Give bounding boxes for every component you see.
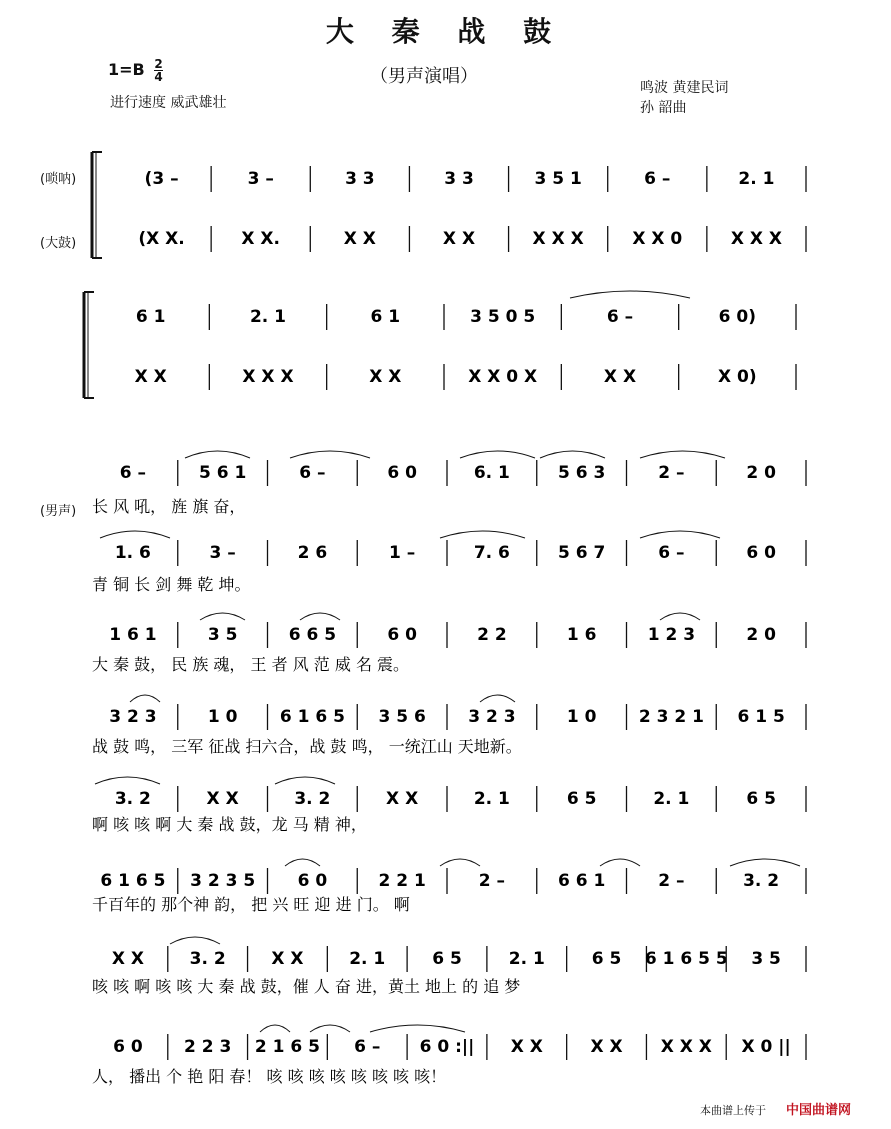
slur xyxy=(95,777,160,784)
vocal-measure: 3 2 3 5 xyxy=(190,871,256,891)
suona-measure: 6 1 xyxy=(370,307,401,327)
time-bottom: 4 xyxy=(154,70,163,84)
vocal-measure: 2 2 1 xyxy=(378,871,426,891)
lyric-line: 青 铜 长 剑 舞 乾 坤。 xyxy=(92,575,251,594)
vocal-measure: 6 – xyxy=(658,543,685,563)
vocal-measure: 1 0 xyxy=(566,707,597,727)
vocal-measure: 3 5 xyxy=(751,949,781,969)
vocal-measure: 6 – xyxy=(299,463,326,483)
song-title: 大 秦 战 鼓 xyxy=(325,15,566,48)
vocal-measure: 6 1 6 5 5 xyxy=(644,949,728,969)
vocal-measure: 2. 1 xyxy=(473,789,510,809)
lyric-line: 长 风 吼， 旌 旗 奋， xyxy=(92,497,246,516)
vocal-measure: 6 6 1 xyxy=(557,871,606,891)
lyric-line: 战 鼓 鸣， 三军 征战 扫六合，战 鼓 鸣， 一统江山 天地新。 xyxy=(92,737,522,756)
vocal-measure: 3. 2 xyxy=(114,789,151,809)
key-label: 1=B xyxy=(108,60,145,79)
slur xyxy=(460,451,535,458)
suona-measure: 6 – xyxy=(644,169,671,189)
vocal-measure: 2. 1 xyxy=(349,949,386,969)
slur xyxy=(285,859,320,866)
vocal-measure: 6 1 5 xyxy=(737,707,785,727)
vocal-measure: 6 1 6 5 xyxy=(100,871,166,891)
slur xyxy=(440,531,525,538)
slur xyxy=(370,1025,465,1032)
vocal-measure: 6 0 xyxy=(297,871,328,891)
vocal-measure: 5 6 7 xyxy=(557,543,606,563)
vocal-measure: X X xyxy=(510,1037,543,1057)
vocal-measure: 2 0 xyxy=(746,625,776,645)
vocal-measure: 1 2 3 xyxy=(647,625,696,645)
tie xyxy=(570,291,690,298)
slur xyxy=(440,859,480,866)
vocal-measure: 6. 1 xyxy=(473,463,510,483)
vocal-measure: 2 – xyxy=(478,871,505,891)
vocal-measure: 2 2 xyxy=(477,625,507,645)
vocal-measure: 3 2 3 xyxy=(468,707,516,727)
drum-measure: X X X xyxy=(730,229,783,249)
slur xyxy=(640,531,720,538)
composer: 孙 韶曲 xyxy=(640,100,687,116)
upload-note: 本曲谱上传于 xyxy=(700,1104,766,1117)
drum-label: (大鼓) xyxy=(40,236,77,251)
suona-measure: 6 – xyxy=(606,307,634,327)
slur xyxy=(170,937,220,944)
lyric-line: 咳 咳 啊 咳 咳 大 秦 战 鼓，催 人 奋 进，黄土 地上 的 追 梦 xyxy=(92,977,521,996)
suona-measure: 3 5 0 5 xyxy=(470,307,536,327)
vocal-measure: 3 2 3 xyxy=(109,707,157,727)
vocal-measure: 6 1 6 5 xyxy=(279,707,345,727)
vocal-measure: X X xyxy=(206,789,239,809)
vocal-measure: 6 5 xyxy=(432,949,462,969)
drum-measure: X X xyxy=(442,229,476,249)
vocal-measure: 2. 1 xyxy=(508,949,545,969)
slur xyxy=(130,695,160,702)
slur xyxy=(730,859,800,866)
vocal-measure: 6 0 xyxy=(387,463,417,483)
drum-measure: X X X xyxy=(242,367,294,387)
slur xyxy=(540,451,605,458)
slur xyxy=(640,451,725,458)
vocal-measure: 1 – xyxy=(389,543,416,563)
suona-measure: (3 – xyxy=(144,169,179,189)
suona-measure: 3 3 xyxy=(444,169,474,189)
slur xyxy=(260,1025,290,1032)
slur xyxy=(660,613,700,620)
vocal-measure: 2 0 xyxy=(746,463,776,483)
vocal-measure: 2. 1 xyxy=(653,789,690,809)
vocal-measure: 6 5 xyxy=(591,949,622,969)
vocal-measure: 6 – xyxy=(119,463,146,483)
drum-measure: X X X xyxy=(532,229,584,249)
vocal-measure: 6 – xyxy=(354,1037,381,1057)
lyric-line: 大 秦 鼓， 民 族 魂， 王 者 风 范 威 名 震。 xyxy=(92,655,410,674)
vocal-measure: 5 6 1 xyxy=(198,463,247,483)
vocal-measure: X 0 || xyxy=(741,1037,791,1057)
slur xyxy=(100,531,170,538)
vocal-measure: 6 5 xyxy=(566,789,597,809)
drum-measure: X X 0 X xyxy=(468,367,538,387)
vocal-measure: 2 – xyxy=(658,463,685,483)
vocal-measure: X X xyxy=(590,1037,623,1057)
vocal-measure: 1 6 1 xyxy=(109,625,157,645)
slur xyxy=(480,695,515,702)
vocal-measure: 3. 2 xyxy=(743,871,780,891)
suona-measure: 6 0) xyxy=(718,307,757,327)
lyric-line: 千百年的 那个神 韵， 把 兴 旺 迎 进 门。 啊 xyxy=(92,895,410,914)
vocal-measure: 2 2 3 xyxy=(184,1037,232,1057)
drum-measure: X X 0 xyxy=(632,229,683,249)
tempo-marking: 进行速度 威武雄壮 xyxy=(110,95,227,111)
vocal-measure: 3. 2 xyxy=(189,949,226,969)
lyricist: 鸣波 黄建民词 xyxy=(640,80,729,96)
slur xyxy=(600,859,640,866)
vocal-measure: 3. 2 xyxy=(294,789,331,809)
performance-note: （男声演唱） xyxy=(370,66,478,87)
slur xyxy=(185,451,250,458)
vocal-measure: X X xyxy=(386,789,419,809)
vocal-measure: 3 5 xyxy=(207,625,238,645)
slur xyxy=(200,613,245,620)
vocal-measure: 3 – xyxy=(209,543,236,563)
vocal-measure: 6 5 xyxy=(746,789,776,809)
vocal-measure: X X xyxy=(111,949,144,969)
slur xyxy=(290,451,370,458)
slur xyxy=(275,777,335,784)
suona-measure: 3 5 1 xyxy=(534,169,582,189)
vocal-measure: 2 – xyxy=(658,871,685,891)
drum-measure: X X xyxy=(134,367,167,387)
vocal-measure: 6 6 5 xyxy=(288,625,337,645)
vocal-measure: 1 6 xyxy=(566,625,597,645)
drum-measure: X X xyxy=(343,229,376,249)
vocal-measure: X X X xyxy=(660,1037,712,1057)
slur xyxy=(310,1025,350,1032)
slur xyxy=(300,613,340,620)
time-top: 2 xyxy=(154,57,163,71)
vocal-measure: X X xyxy=(271,949,304,969)
suona-label: (唢呐) xyxy=(40,172,77,187)
suona-measure: 2. 1 xyxy=(738,169,775,189)
vocal-measure: 6 0 xyxy=(387,625,417,645)
vocal-measure: 7. 6 xyxy=(473,543,510,563)
drum-measure: X 0) xyxy=(718,367,757,387)
vocal-measure: 1. 6 xyxy=(114,543,151,563)
suona-measure: 3 – xyxy=(247,169,274,189)
vocal-measure: 6 0 xyxy=(746,543,776,563)
lyric-line: 人， 播出 个 艳 阳 春！ 咳 咳 咳 咳 咳 咳 咳 咳！ xyxy=(92,1067,447,1086)
vocal-measure: 2 6 xyxy=(297,543,328,563)
vocal-measure: 6 0 :|| xyxy=(419,1037,475,1057)
vocal-measure: 2 1 6 5 xyxy=(254,1037,320,1057)
suona-measure: 3 3 xyxy=(345,169,375,189)
suona-measure: 6 1 xyxy=(135,307,166,327)
vocal-measure: 3 5 6 xyxy=(378,707,426,727)
site-logo: 中国曲谱网 xyxy=(786,1103,852,1118)
vocal-measure: 2 3 2 1 xyxy=(638,707,704,727)
vocal-measure: 6 0 xyxy=(113,1037,143,1057)
suona-measure: 2. 1 xyxy=(249,307,287,327)
lyric-line: 啊 咳 咳 啊 大 秦 战 鼓，龙 马 精 神， xyxy=(92,815,367,834)
drum-measure: X X xyxy=(603,367,637,387)
drum-measure: (X X. xyxy=(138,229,185,249)
vocal-measure: 1 0 xyxy=(207,707,238,727)
voice-label: (男声) xyxy=(40,504,77,519)
drum-measure: X X xyxy=(369,367,402,387)
drum-measure: X X. xyxy=(241,229,281,249)
vocal-measure: 5 6 3 xyxy=(557,463,606,483)
